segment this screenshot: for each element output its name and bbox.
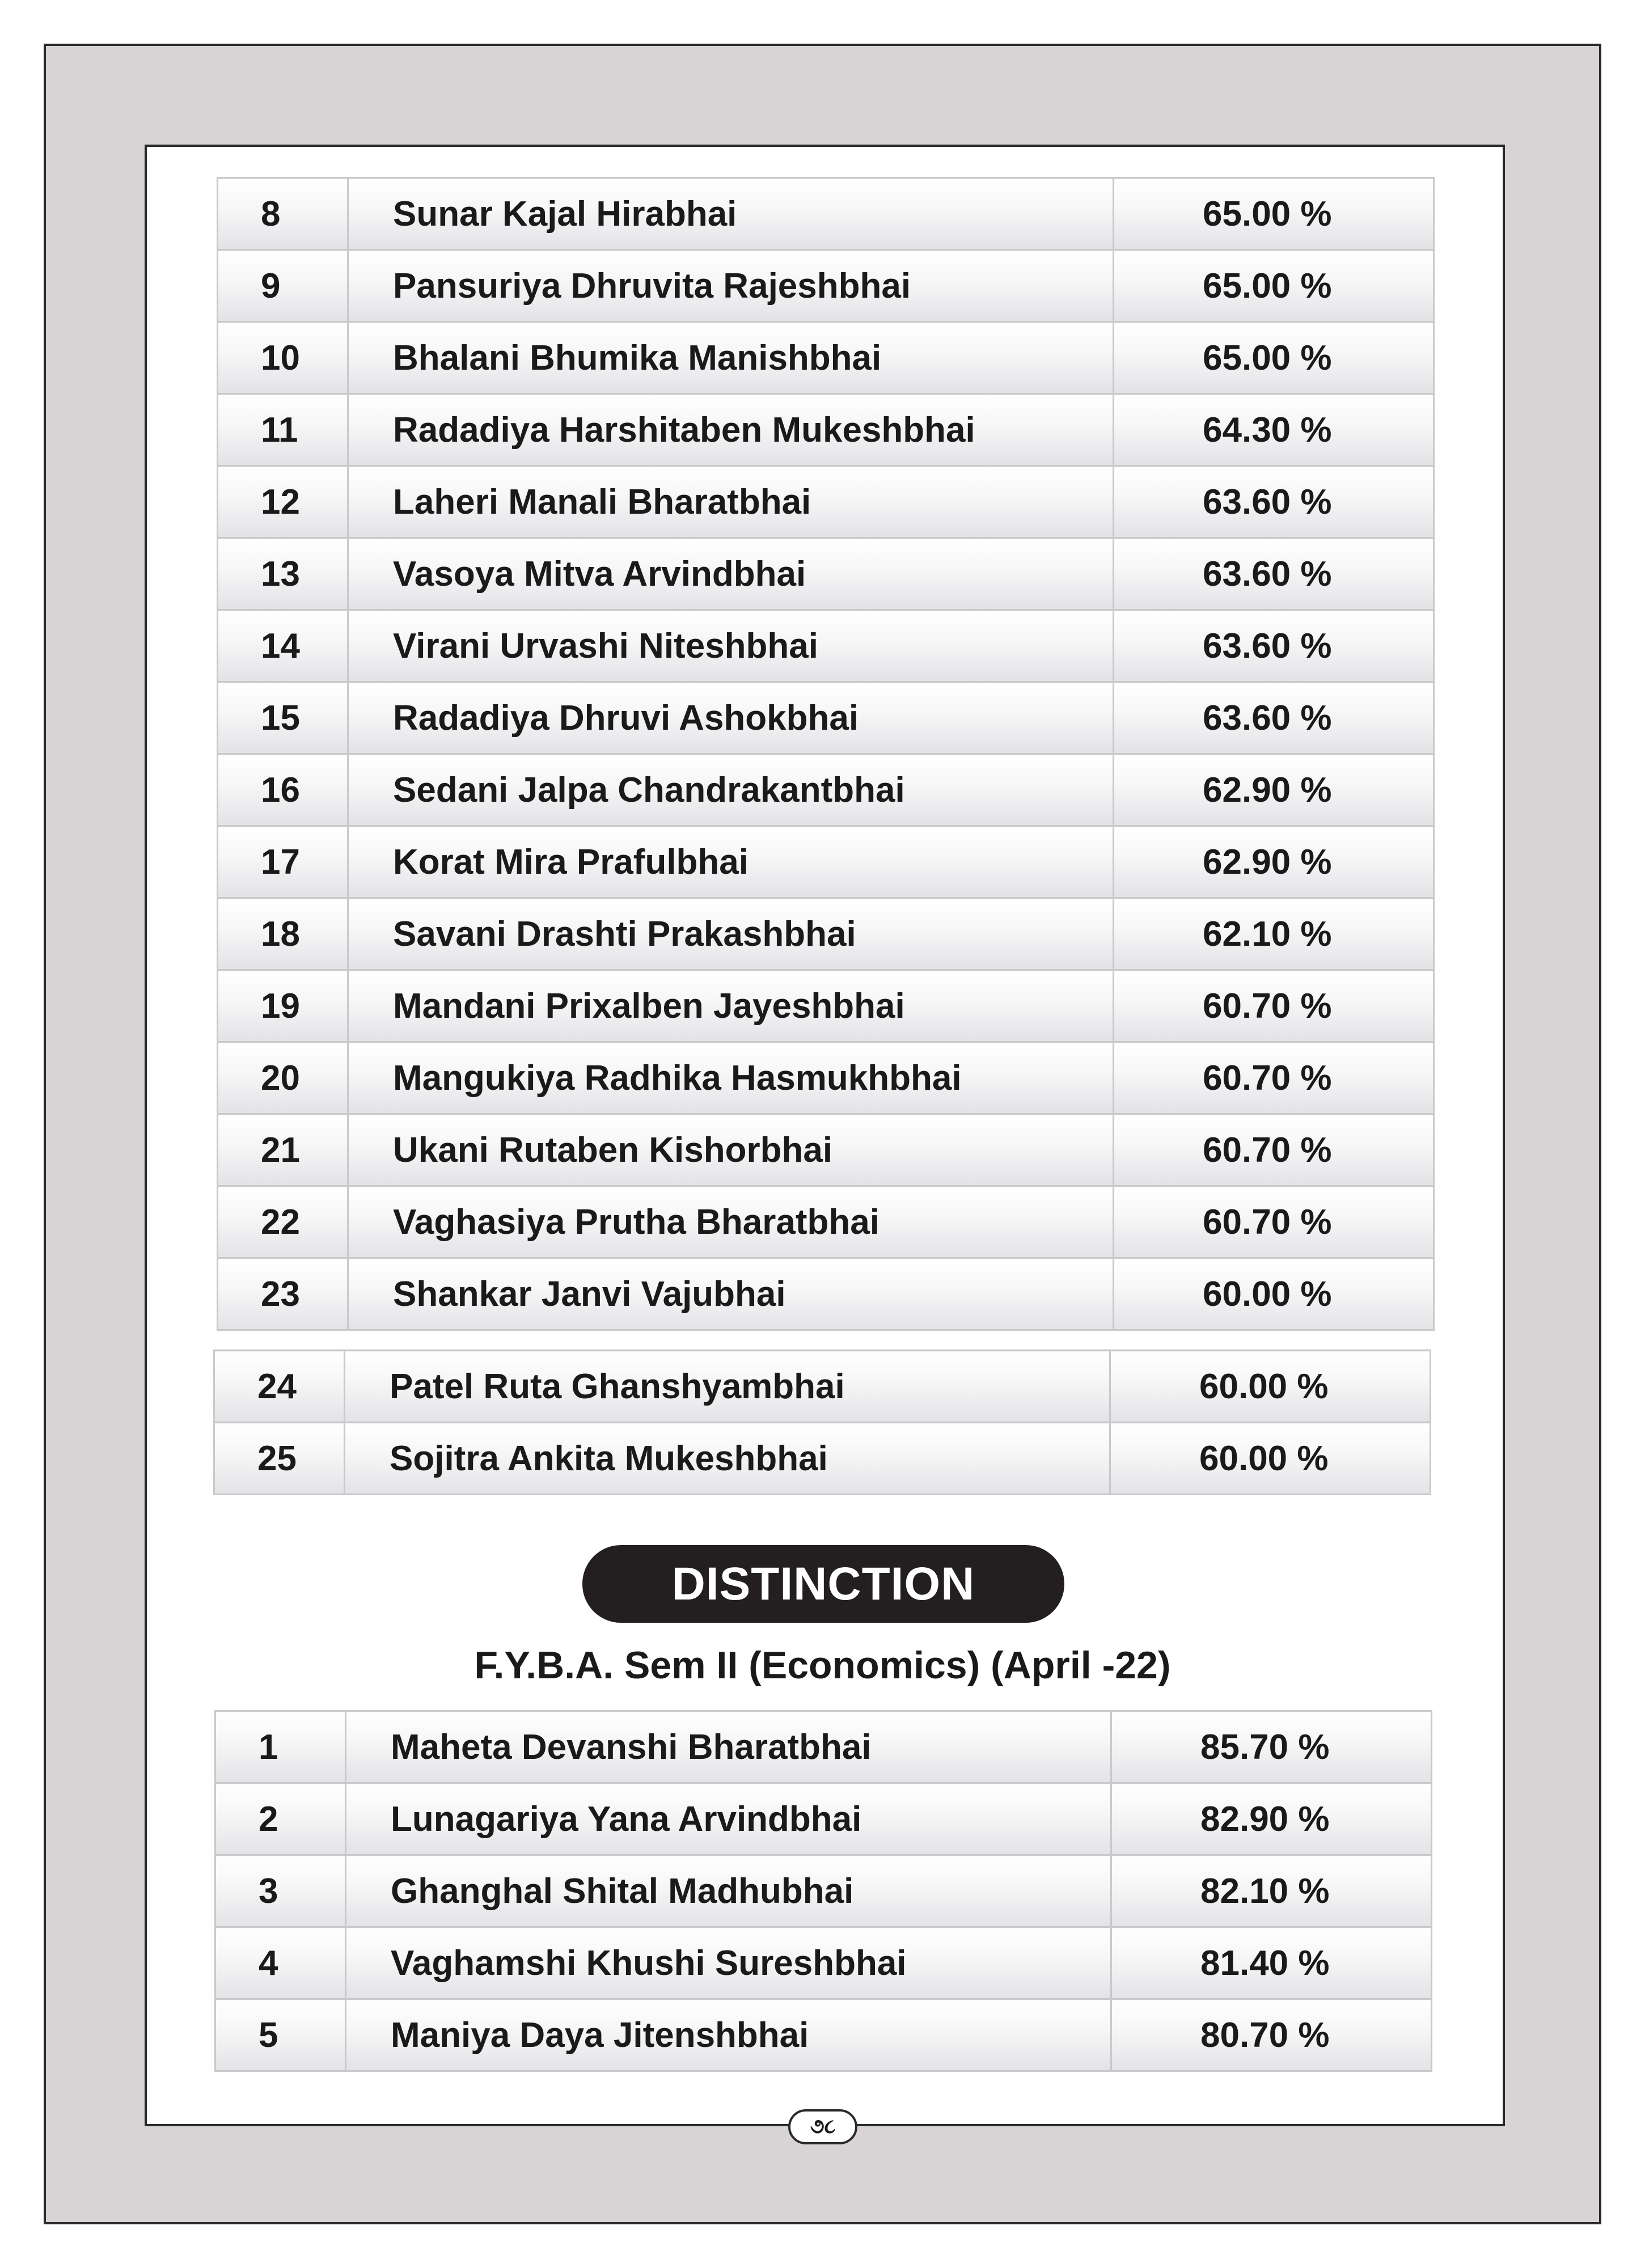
- row-number: 11: [218, 394, 348, 466]
- percentage: 60.70 %: [1114, 1042, 1434, 1114]
- row-number: 15: [218, 682, 348, 754]
- results-table-continued: [213, 1349, 1431, 1495]
- table-row: [218, 826, 1434, 898]
- student-name: Virani Urvashi Niteshbhai: [348, 610, 1114, 682]
- percentage: 85.70 %: [1111, 1711, 1432, 1783]
- table-row: [214, 1423, 1431, 1495]
- distinction-table: [214, 1710, 1432, 2072]
- row-number: 25: [214, 1423, 345, 1495]
- row-number: 20: [218, 1042, 348, 1114]
- percentage: 63.60 %: [1114, 610, 1434, 682]
- percentage: 62.90 %: [1114, 754, 1434, 826]
- student-name: Pansuriya Dhruvita Rajeshbhai: [348, 250, 1114, 322]
- percentage: 65.00 %: [1114, 178, 1434, 250]
- table-row: [218, 538, 1434, 610]
- row-number: 23: [218, 1258, 348, 1330]
- distinction-subtitle: F.Y.B.A. Sem II (Economics) (April -22): [474, 1644, 1171, 1687]
- row-number: 17: [218, 826, 348, 898]
- percentage: 60.00 %: [1110, 1423, 1431, 1495]
- student-name: Vaghamshi Khushi Sureshbhai: [346, 1927, 1111, 1999]
- table-row: [218, 898, 1434, 970]
- percentage: 63.60 %: [1114, 682, 1434, 754]
- percentage: 64.30 %: [1114, 394, 1434, 466]
- student-name: Vasoya Mitva Arvindbhai: [348, 538, 1114, 610]
- table-row: [218, 466, 1434, 538]
- table-row: [218, 178, 1434, 250]
- table-row: [218, 754, 1434, 826]
- percentage: 80.70 %: [1111, 1999, 1432, 2071]
- percentage: 81.40 %: [1111, 1927, 1432, 1999]
- student-name: Ukani Rutaben Kishorbhai: [348, 1114, 1114, 1186]
- percentage: 60.70 %: [1114, 970, 1434, 1042]
- table-row: [218, 682, 1434, 754]
- results-table-top: [217, 177, 1435, 1331]
- row-number: 3: [215, 1855, 346, 1927]
- table-row: [218, 1258, 1434, 1330]
- percentage: 82.10 %: [1111, 1855, 1432, 1927]
- table-row: [218, 970, 1434, 1042]
- row-number: 21: [218, 1114, 348, 1186]
- row-number: 14: [218, 610, 348, 682]
- percentage: 60.70 %: [1114, 1114, 1434, 1186]
- percentage: 60.00 %: [1110, 1351, 1431, 1423]
- percentage: 62.10 %: [1114, 898, 1434, 970]
- student-name: Sedani Jalpa Chandrakantbhai: [348, 754, 1114, 826]
- student-name: Maheta Devanshi Bharatbhai: [346, 1711, 1111, 1783]
- page-number: ૭૮: [788, 2109, 857, 2144]
- table-row: [215, 1855, 1432, 1927]
- row-number: 18: [218, 898, 348, 970]
- row-number: 1: [215, 1711, 346, 1783]
- row-number: 2: [215, 1783, 346, 1855]
- row-number: 13: [218, 538, 348, 610]
- percentage: 63.60 %: [1114, 538, 1434, 610]
- table-row: [215, 1927, 1432, 1999]
- percentage: 63.60 %: [1114, 466, 1434, 538]
- student-name: Radadiya Dhruvi Ashokbhai: [348, 682, 1114, 754]
- table-row: [218, 394, 1434, 466]
- table-row: [218, 1186, 1434, 1258]
- percentage: 65.00 %: [1114, 250, 1434, 322]
- student-name: Ghanghal Shital Madhubhai: [346, 1855, 1111, 1927]
- student-name: Vaghasiya Prutha Bharatbhai: [348, 1186, 1114, 1258]
- table-row: [218, 250, 1434, 322]
- student-name: Sojitra Ankita Mukeshbhai: [345, 1423, 1110, 1495]
- percentage: 60.70 %: [1114, 1186, 1434, 1258]
- row-number: 24: [214, 1351, 345, 1423]
- table-row: [218, 322, 1434, 394]
- table-row: [218, 610, 1434, 682]
- row-number: 19: [218, 970, 348, 1042]
- row-number: 22: [218, 1186, 348, 1258]
- row-number: 10: [218, 322, 348, 394]
- row-number: 9: [218, 250, 348, 322]
- student-name: Maniya Daya Jitenshbhai: [346, 1999, 1111, 2071]
- student-name: Patel Ruta Ghanshyambhai: [345, 1351, 1110, 1423]
- distinction-heading: DISTINCTION: [582, 1545, 1064, 1623]
- student-name: Laheri Manali Bharatbhai: [348, 466, 1114, 538]
- percentage: 82.90 %: [1111, 1783, 1432, 1855]
- student-name: Korat Mira Prafulbhai: [348, 826, 1114, 898]
- row-number: 5: [215, 1999, 346, 2071]
- table-row: [214, 1351, 1431, 1423]
- row-number: 16: [218, 754, 348, 826]
- row-number: 8: [218, 178, 348, 250]
- percentage: 62.90 %: [1114, 826, 1434, 898]
- student-name: Mandani Prixalben Jayeshbhai: [348, 970, 1114, 1042]
- percentage: 65.00 %: [1114, 322, 1434, 394]
- student-name: Shankar Janvi Vajubhai: [348, 1258, 1114, 1330]
- student-name: Lunagariya Yana Arvindbhai: [346, 1783, 1111, 1855]
- student-name: Radadiya Harshitaben Mukeshbhai: [348, 394, 1114, 466]
- student-name: Mangukiya Radhika Hasmukhbhai: [348, 1042, 1114, 1114]
- percentage: 60.00 %: [1114, 1258, 1434, 1330]
- row-number: 12: [218, 466, 348, 538]
- table-row: [215, 1999, 1432, 2071]
- row-number: 4: [215, 1927, 346, 1999]
- student-name: Sunar Kajal Hirabhai: [348, 178, 1114, 250]
- student-name: Bhalani Bhumika Manishbhai: [348, 322, 1114, 394]
- table-row: [218, 1114, 1434, 1186]
- table-row: [215, 1783, 1432, 1855]
- table-row: [218, 1042, 1434, 1114]
- student-name: Savani Drashti Prakashbhai: [348, 898, 1114, 970]
- table-row: [215, 1711, 1432, 1783]
